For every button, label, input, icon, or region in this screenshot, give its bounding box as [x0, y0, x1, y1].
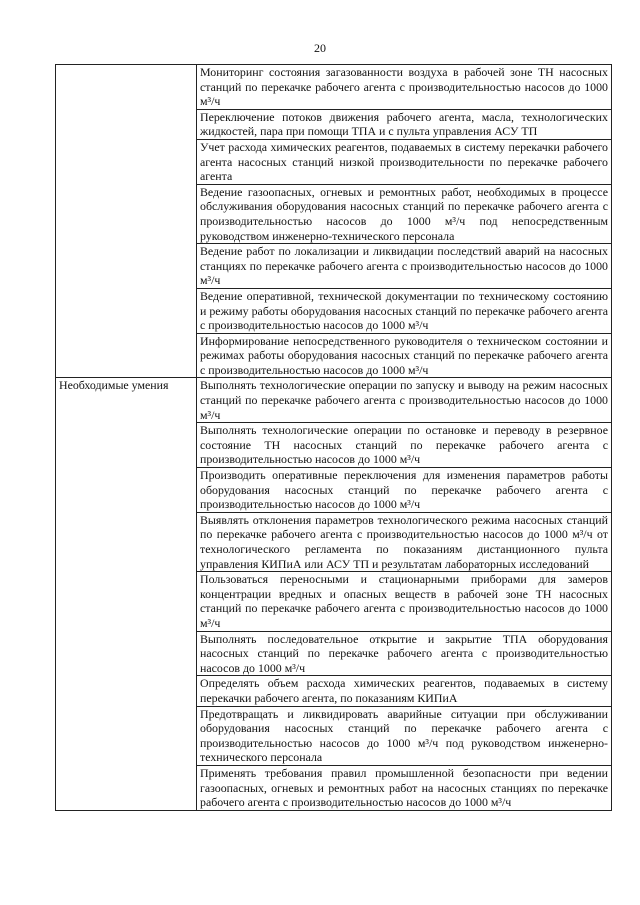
- table-cell: Применять требования правил промышленной безопасности при ведении газоопасных, огневых и ремонтных работ на насосных станциях по перекачке рабочего агента с производительностью насосов до 1000 м³/ч: [197, 765, 612, 810]
- table-cell: Переключение потоков движения рабочего агента, масла, технологических жидкостей, пара при помощи ТПА и с пульта управления АСУ ТП: [197, 109, 612, 139]
- table-cell: Выполнять технологические операции по остановке и переводу в резервное состояние ТН насосных станций по перекачке рабочего агента с производительностью насосов до 1000 м³/ч: [197, 423, 612, 468]
- table-cell: Предотвращать и ликвидировать аварийные ситуации при обслуживании оборудования насосных станций по перекачке рабочего агента с производительностью насосов до 1000 м³/ч под руководством инженерно-технического персонала: [197, 706, 612, 765]
- table-cell: Ведение газоопасных, огневых и ремонтных работ, необходимых в процессе обслуживания оборудования насосных станций по перекачке рабочего агента с производительностью насосов до 1000 м³/ч под непосредственным руководством инженерно-технического персонала: [197, 184, 612, 243]
- skills-label: Необходимые умения: [56, 378, 197, 810]
- table-cell: Учет расхода химических реагентов, подаваемых в систему перекачки рабочего агента насосных станций низкой производительности по перекачке рабочего агента: [197, 139, 612, 184]
- table-cell: Мониторинг состояния загазованности воздуха в рабочей зоне ТН насосных станций по перекачке рабочего агента с производительностью насосов до 1000 м³/ч: [197, 65, 612, 110]
- table-cell: Ведение работ по локализации и ликвидации последствий аварий на насосных станциях по перекачке рабочего агента с производительностью насосов до 1000 м³/ч: [197, 244, 612, 289]
- page-number: 20: [314, 41, 326, 55]
- table-row: [56, 65, 612, 110]
- table-cell: Пользоваться переносными и стационарными приборами для замеров концентрации вредных и опасных веществ в рабочей зоне ТН насосных станций по перекачке рабочего агента с производительностью насосов до 1000 м³/ч: [197, 572, 612, 631]
- table-cell: Выполнять последовательное открытие и закрытие ТПА оборудования насосных станций по перекачке рабочего агента с производительностью насосов до 1000 м³/ч: [197, 631, 612, 676]
- table-cell: Информирование непосредственного руководителя о техническом состоянии и режимах работы оборудования насосных станций по перекачке рабочего агента с производительностью насосов до 1000 м³/ч: [197, 333, 612, 378]
- requirements-table: [55, 64, 612, 811]
- table-cell: Выявлять отклонения параметров технологического режима насосных станций по перекачке рабочего агента с производительностью насосов до 1000 м³/ч от технологического регламента по показаниям дистанционного пульта управления КИПиА или АСУ ТП и результатам лабораторных исследований: [197, 512, 612, 571]
- table-cell: Выполнять технологические операции по запуску и выводу на режим насосных станций по перекачке рабочего агента с производительностью насосов до 1000 м³/ч: [197, 378, 612, 423]
- table-cell: Определять объем расхода химических реагентов, подаваемых в систему перекачки рабочего агента, по показаниям КИПиА: [197, 676, 612, 706]
- continued-label-cell: [56, 65, 197, 378]
- table-row: [56, 378, 612, 423]
- table-cell: Ведение оперативной, технической документации по техническому состоянию и режиму работы оборудования насосных станций по перекачке рабочего агента с производительностью насосов до 1000 м³/ч: [197, 288, 612, 333]
- table-cell: Производить оперативные переключения для изменения параметров работы оборудования насосных станций по перекачке рабочего агента с производительностью насосов до 1000 м³/ч: [197, 468, 612, 513]
